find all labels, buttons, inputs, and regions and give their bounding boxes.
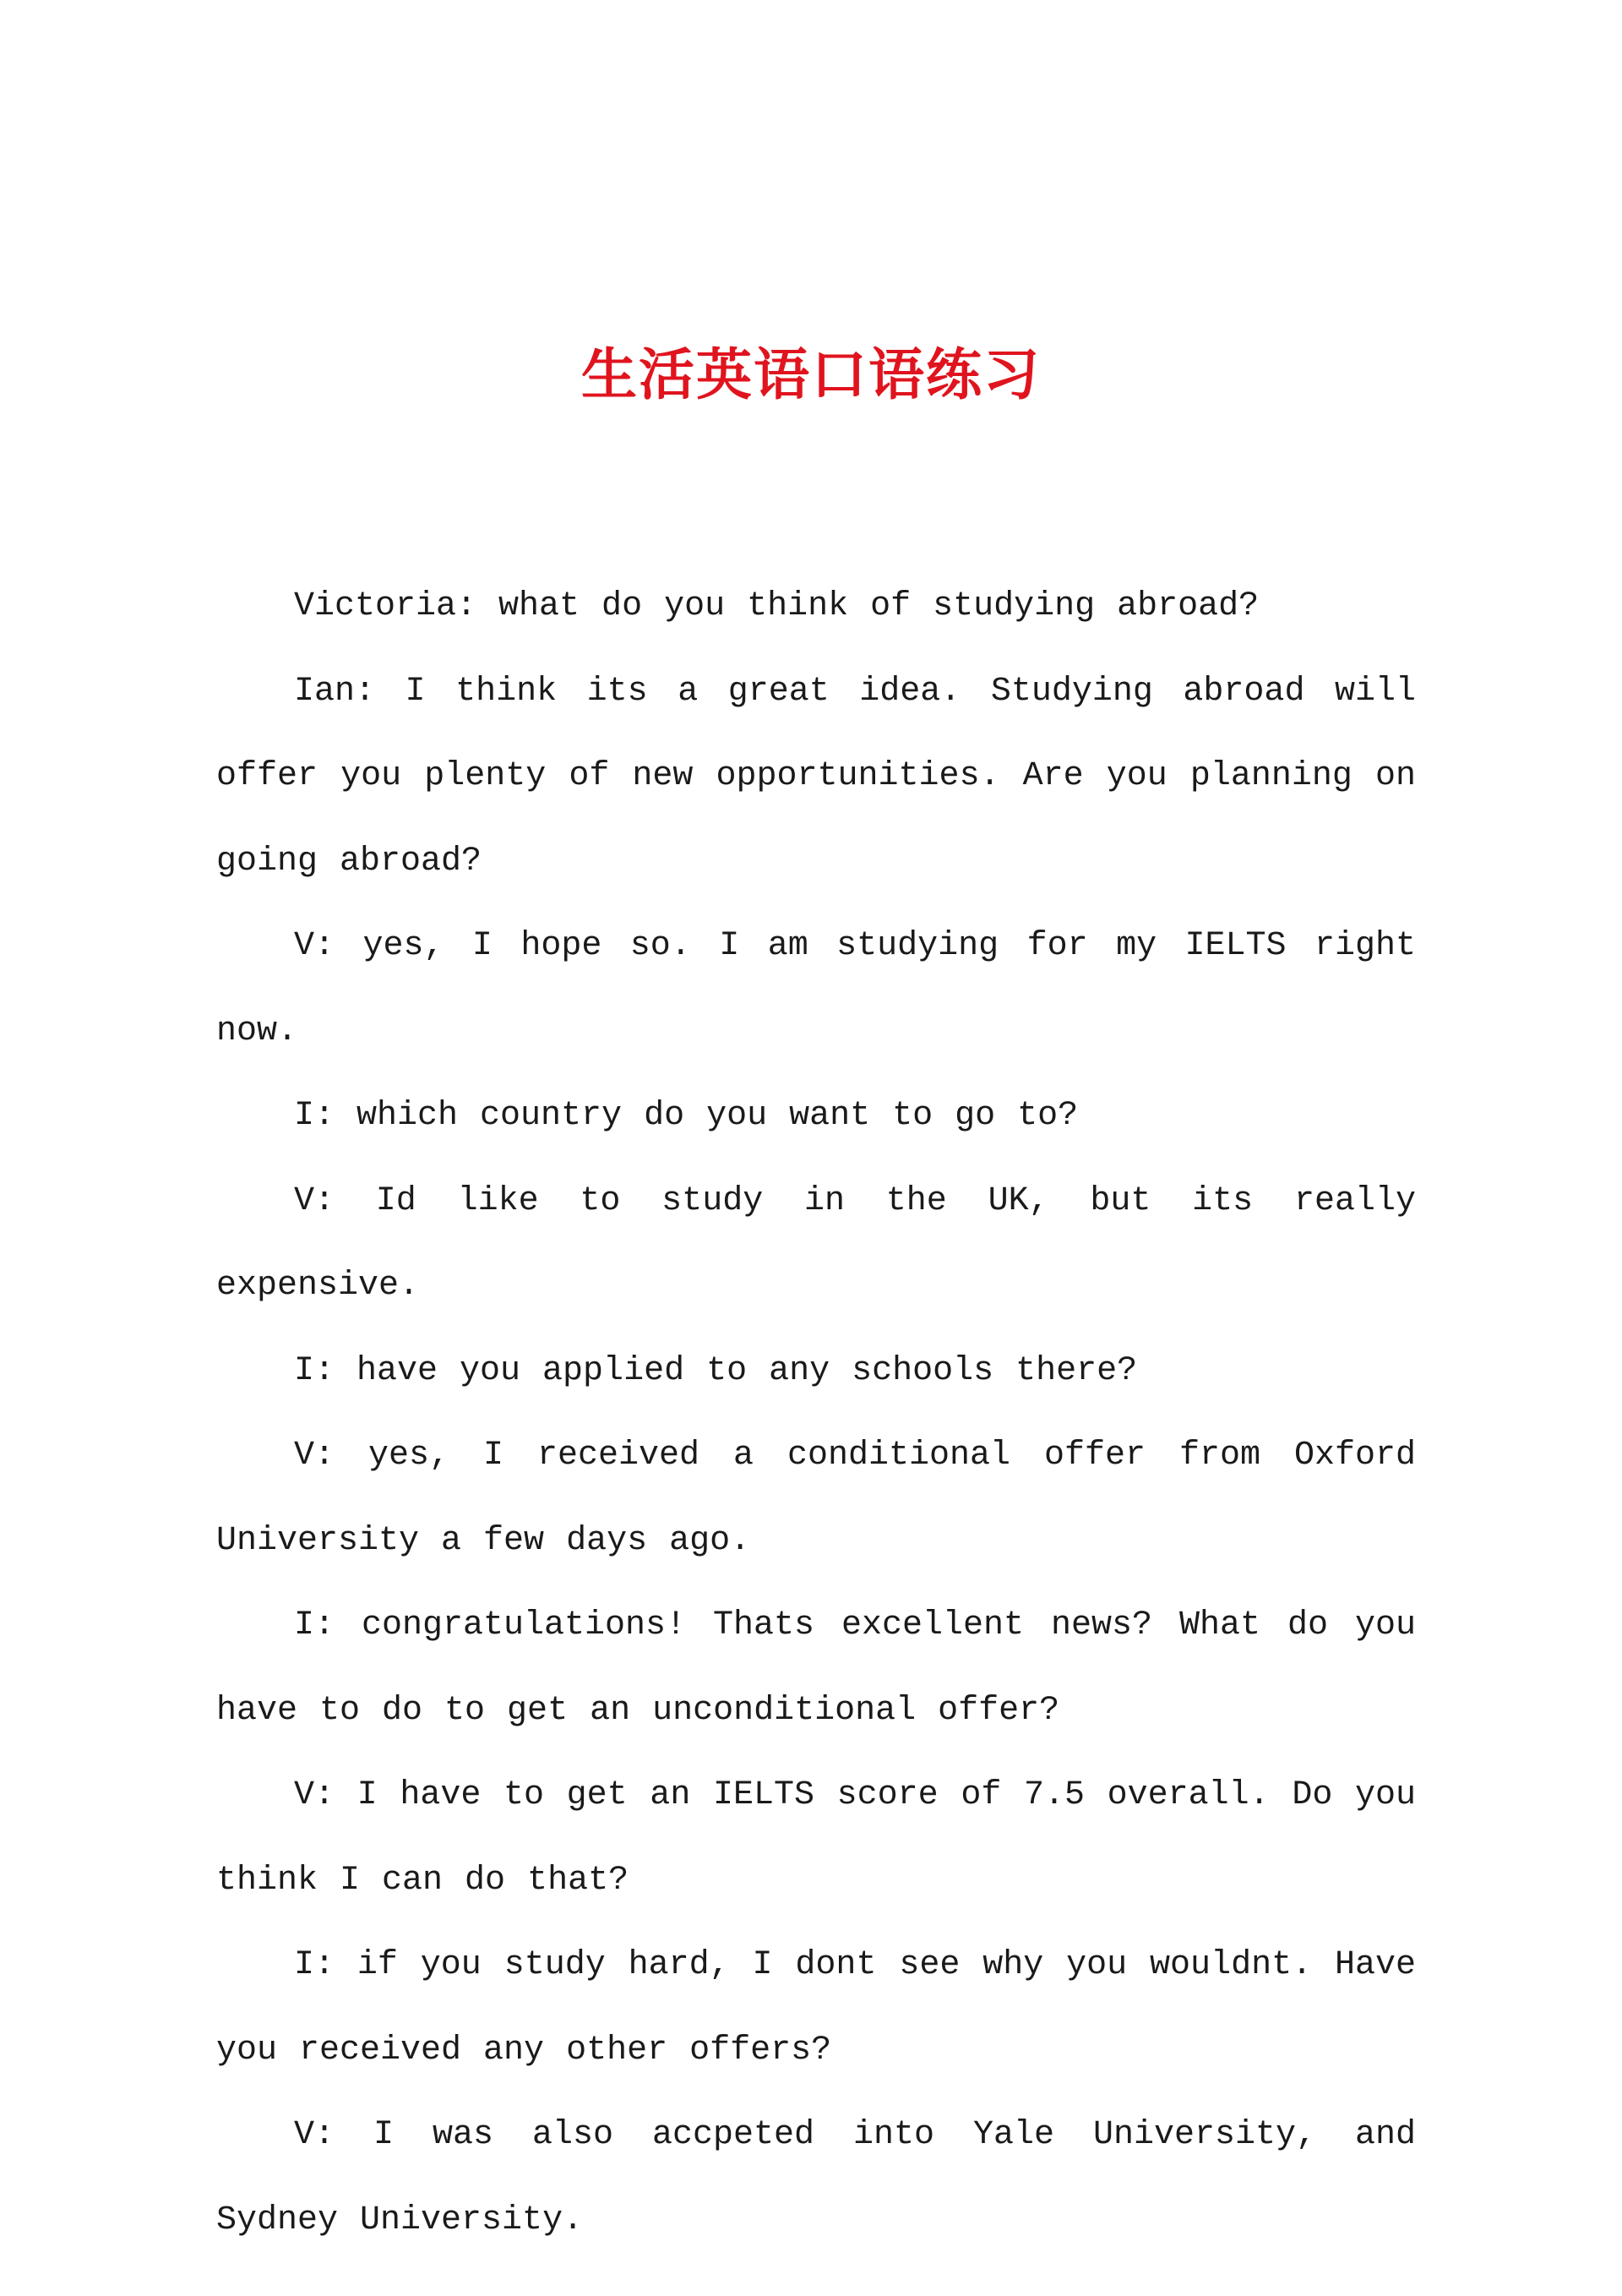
dialogue-line: V: Id like to study in the UK, but its really expensive. — [216, 1181, 1416, 1305]
dialogue-line: V: yes, I received a conditional offer from Oxford University a few days ago. — [216, 1437, 1416, 1560]
dialogue-line: V: yes, I hope so. I am studying for my IELTS right now. — [216, 927, 1416, 1050]
dialogue-line: I: have you applied to any schools there? — [294, 1351, 1138, 1390]
dialogue-line: V: I was also accpeted into Yale University, and Sydney University. — [216, 2116, 1416, 2239]
dialogue-line: Ian: I think its a great idea. Studying abroad will offer you plenty of new opportunities. Are you planning on going abroad? — [216, 672, 1416, 881]
dialogue-line: I: if you study hard, I dont see why you wouldnt. Have you received any other offers? — [216, 1946, 1416, 2070]
dialogue-line: V: I have to get an IELTS score of 7.5 overall. Do you think I can do that? — [216, 1776, 1416, 1900]
dialogue-line: I: congratulations! Thats excellent news? What do you have to do to get an unconditional offer? — [216, 1606, 1416, 1730]
document-title: 生活英语口语练习 — [581, 341, 1041, 407]
dialogue-line: I: which country do you want to go to? — [294, 1097, 1079, 1135]
dialogue-body — [216, 564, 1416, 2263]
dialogue-line: Victoria: what do you think of studying abroad? — [294, 587, 1260, 625]
